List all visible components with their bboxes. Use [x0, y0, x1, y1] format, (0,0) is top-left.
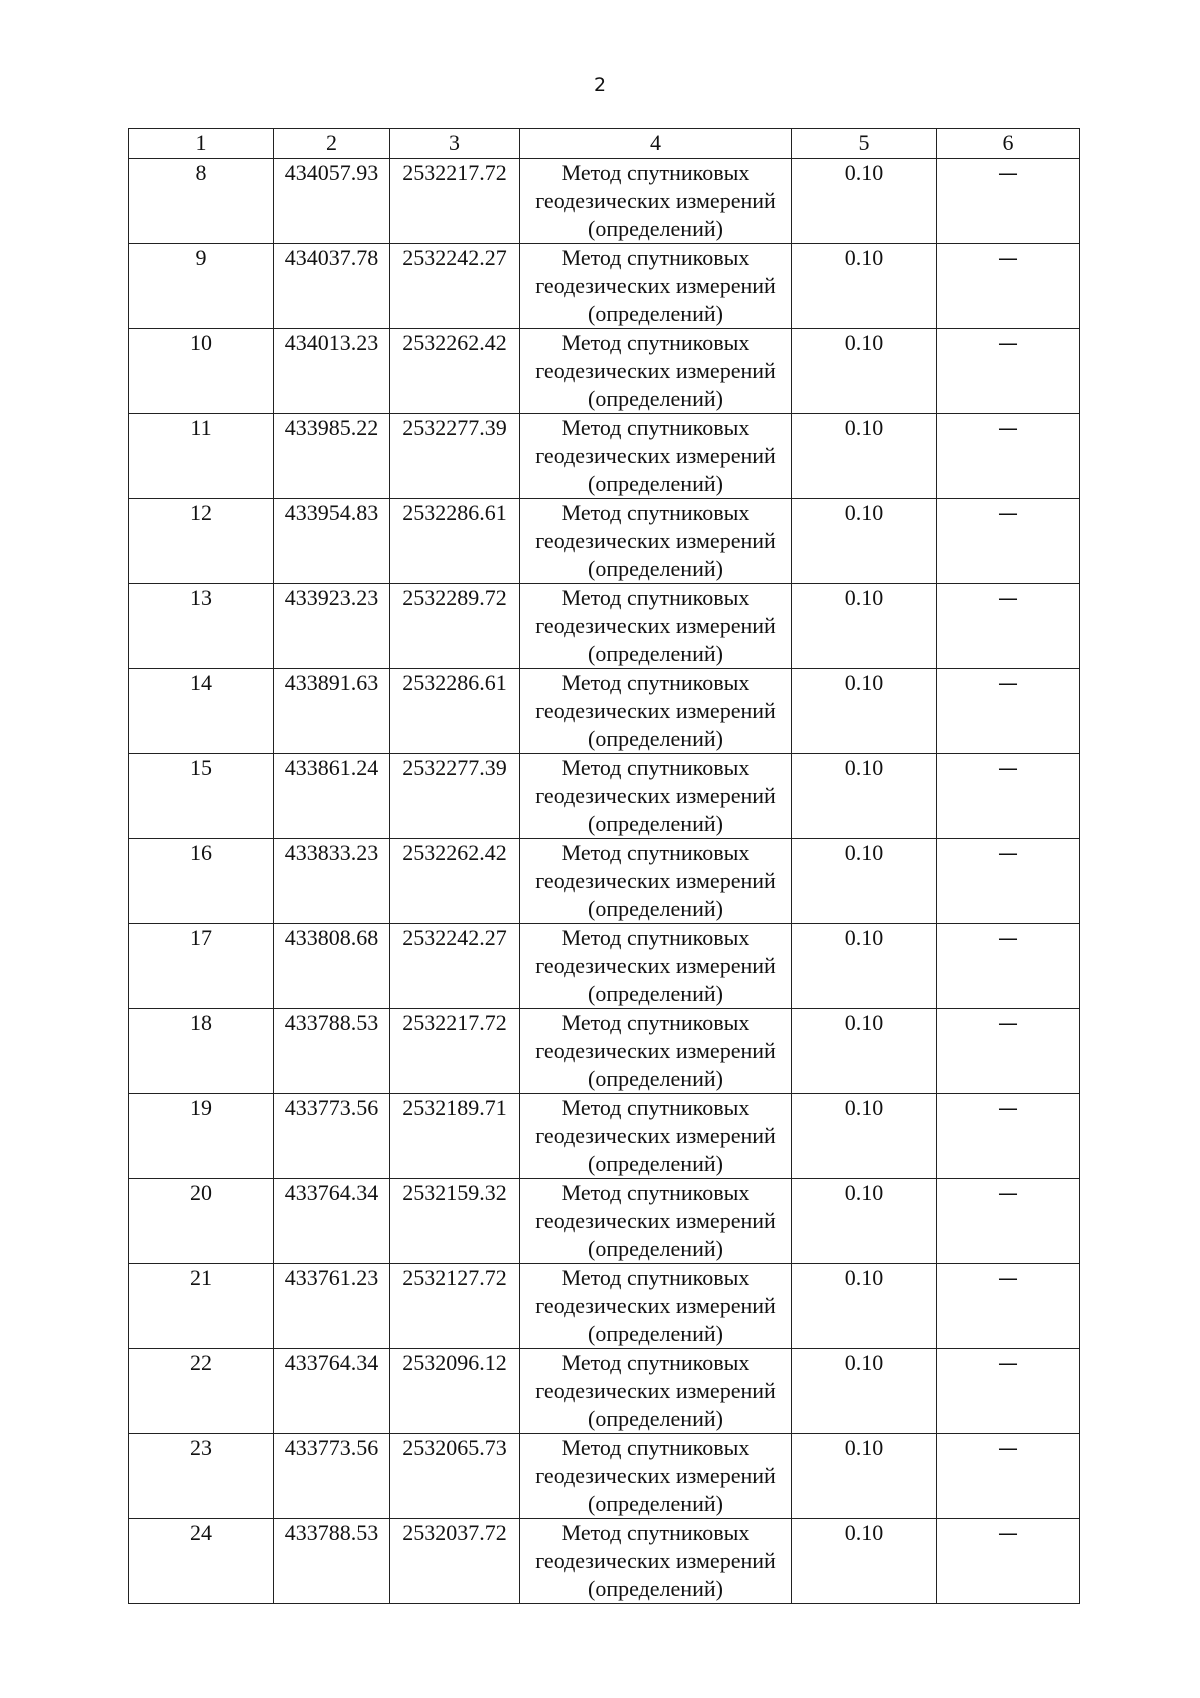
- x-coordinate-cell: 433923.23: [274, 584, 390, 669]
- method-line: (определений): [588, 386, 723, 411]
- method-cell: [520, 414, 792, 499]
- note-cell: —: [937, 839, 1080, 924]
- point-number-cell: 17: [129, 924, 274, 1009]
- point-number-cell: 21: [129, 1264, 274, 1349]
- accuracy-cell: 0.10: [792, 669, 937, 754]
- method-line: геодезических измерений: [535, 613, 776, 638]
- table-row: [129, 924, 1080, 1009]
- table-row: [129, 1179, 1080, 1264]
- accuracy-cell: 0.10: [792, 1519, 937, 1604]
- note-cell: —: [937, 1519, 1080, 1604]
- method-line: (определений): [588, 641, 723, 666]
- method-line: геодезических измерений: [535, 1463, 776, 1488]
- accuracy-cell: 0.10: [792, 244, 937, 329]
- accuracy-cell: 0.10: [792, 754, 937, 839]
- method-cell: [520, 1349, 792, 1434]
- y-coordinate-cell: 2532189.71: [390, 1094, 520, 1179]
- method-cell: [520, 839, 792, 924]
- method-cell: [520, 499, 792, 584]
- method-line: Метод спутниковых: [561, 1520, 750, 1545]
- column-header: 2: [274, 129, 390, 159]
- y-coordinate-cell: 2532286.61: [390, 499, 520, 584]
- method-cell: [520, 1179, 792, 1264]
- note-cell: —: [937, 1009, 1080, 1094]
- method-line: Метод спутниковых: [561, 1265, 750, 1290]
- method-line: (определений): [588, 1491, 723, 1516]
- method-line: геодезических измерений: [535, 1293, 776, 1318]
- note-cell: —: [937, 1349, 1080, 1434]
- method-line: Метод спутниковых: [561, 670, 750, 695]
- method-line: Метод спутниковых: [561, 840, 750, 865]
- x-coordinate-cell: 433861.24: [274, 754, 390, 839]
- page-number: 2: [593, 74, 607, 96]
- point-number-cell: 16: [129, 839, 274, 924]
- table-row: [129, 329, 1080, 414]
- method-line: Метод спутниковых: [561, 1010, 750, 1035]
- x-coordinate-cell: 433773.56: [274, 1094, 390, 1179]
- method-line: геодезических измерений: [535, 698, 776, 723]
- note-cell: —: [937, 669, 1080, 754]
- x-coordinate-cell: 433985.22: [274, 414, 390, 499]
- method-cell: [520, 1519, 792, 1604]
- method-line: геодезических измерений: [535, 1123, 776, 1148]
- y-coordinate-cell: 2532242.27: [390, 924, 520, 1009]
- method-line: (определений): [588, 1066, 723, 1091]
- table-row: [129, 1349, 1080, 1434]
- method-line: геодезических измерений: [535, 528, 776, 553]
- y-coordinate-cell: 2532065.73: [390, 1434, 520, 1519]
- method-cell: [520, 159, 792, 244]
- accuracy-cell: 0.10: [792, 1094, 937, 1179]
- note-cell: —: [937, 924, 1080, 1009]
- y-coordinate-cell: 2532286.61: [390, 669, 520, 754]
- point-number-cell: 10: [129, 329, 274, 414]
- method-line: геодезических измерений: [535, 1548, 776, 1573]
- x-coordinate-cell: 433788.53: [274, 1009, 390, 1094]
- method-cell: [520, 329, 792, 414]
- method-line: геодезических измерений: [535, 1038, 776, 1063]
- method-cell: [520, 669, 792, 754]
- point-number-cell: 12: [129, 499, 274, 584]
- y-coordinate-cell: 2532127.72: [390, 1264, 520, 1349]
- method-line: геодезических измерений: [535, 1208, 776, 1233]
- point-number-cell: 11: [129, 414, 274, 499]
- column-header: 4: [520, 129, 792, 159]
- note-cell: —: [937, 329, 1080, 414]
- method-line: (определений): [588, 981, 723, 1006]
- column-header: 3: [390, 129, 520, 159]
- method-line: (определений): [588, 301, 723, 326]
- note-cell: —: [937, 1094, 1080, 1179]
- method-cell: [520, 1264, 792, 1349]
- table-row: [129, 244, 1080, 329]
- method-line: Метод спутниковых: [561, 500, 750, 525]
- note-cell: —: [937, 1179, 1080, 1264]
- y-coordinate-cell: 2532277.39: [390, 754, 520, 839]
- note-cell: —: [937, 1264, 1080, 1349]
- method-line: (определений): [588, 216, 723, 241]
- note-cell: —: [937, 244, 1080, 329]
- y-coordinate-cell: 2532096.12: [390, 1349, 520, 1434]
- method-line: Метод спутниковых: [561, 1095, 750, 1120]
- note-cell: —: [937, 584, 1080, 669]
- x-coordinate-cell: 433764.34: [274, 1349, 390, 1434]
- point-number-cell: 15: [129, 754, 274, 839]
- point-number-cell: 13: [129, 584, 274, 669]
- x-coordinate-cell: 433764.34: [274, 1179, 390, 1264]
- note-cell: —: [937, 499, 1080, 584]
- accuracy-cell: 0.10: [792, 499, 937, 584]
- method-cell: [520, 1009, 792, 1094]
- method-line: геодезических измерений: [535, 783, 776, 808]
- table-body: [129, 159, 1080, 1604]
- method-line: (определений): [588, 1576, 723, 1601]
- method-line: геодезических измерений: [535, 188, 776, 213]
- point-number-cell: 22: [129, 1349, 274, 1434]
- accuracy-cell: 0.10: [792, 1434, 937, 1519]
- method-line: Метод спутниковых: [561, 1180, 750, 1205]
- method-line: Метод спутниковых: [561, 160, 750, 185]
- table-row: [129, 584, 1080, 669]
- method-line: Метод спутниковых: [561, 1435, 750, 1460]
- point-number-cell: 9: [129, 244, 274, 329]
- table-row: [129, 1094, 1080, 1179]
- accuracy-cell: 0.10: [792, 159, 937, 244]
- y-coordinate-cell: 2532262.42: [390, 329, 520, 414]
- method-cell: [520, 1094, 792, 1179]
- accuracy-cell: 0.10: [792, 584, 937, 669]
- accuracy-cell: 0.10: [792, 924, 937, 1009]
- table-row: [129, 1434, 1080, 1519]
- table-header-row: [129, 129, 1080, 159]
- method-line: Метод спутниковых: [561, 1350, 750, 1375]
- x-coordinate-cell: 433833.23: [274, 839, 390, 924]
- table-row: [129, 839, 1080, 924]
- note-cell: —: [937, 159, 1080, 244]
- method-line: (определений): [588, 896, 723, 921]
- table-row: [129, 669, 1080, 754]
- accuracy-cell: 0.10: [792, 1009, 937, 1094]
- table-row: [129, 1009, 1080, 1094]
- method-line: Метод спутниковых: [561, 330, 750, 355]
- point-number-cell: 19: [129, 1094, 274, 1179]
- y-coordinate-cell: 2532277.39: [390, 414, 520, 499]
- accuracy-cell: 0.10: [792, 414, 937, 499]
- method-line: геодезических измерений: [535, 953, 776, 978]
- accuracy-cell: 0.10: [792, 329, 937, 414]
- x-coordinate-cell: 433954.83: [274, 499, 390, 584]
- x-coordinate-cell: 434057.93: [274, 159, 390, 244]
- note-cell: —: [937, 414, 1080, 499]
- method-cell: [520, 754, 792, 839]
- method-line: геодезических измерений: [535, 273, 776, 298]
- method-line: (определений): [588, 1406, 723, 1431]
- method-line: Метод спутниковых: [561, 415, 750, 440]
- y-coordinate-cell: 2532217.72: [390, 1009, 520, 1094]
- column-header: 5: [792, 129, 937, 159]
- method-cell: [520, 584, 792, 669]
- method-line: (определений): [588, 1151, 723, 1176]
- table-row: [129, 159, 1080, 244]
- y-coordinate-cell: 2532242.27: [390, 244, 520, 329]
- table-row: [129, 1519, 1080, 1604]
- point-number-cell: 23: [129, 1434, 274, 1519]
- method-line: Метод спутниковых: [561, 755, 750, 780]
- method-cell: [520, 244, 792, 329]
- x-coordinate-cell: 433808.68: [274, 924, 390, 1009]
- accuracy-cell: 0.10: [792, 1264, 937, 1349]
- x-coordinate-cell: 434037.78: [274, 244, 390, 329]
- y-coordinate-cell: 2532037.72: [390, 1519, 520, 1604]
- point-number-cell: 8: [129, 159, 274, 244]
- method-line: Метод спутниковых: [561, 245, 750, 270]
- point-number-cell: 24: [129, 1519, 274, 1604]
- method-line: геодезических измерений: [535, 868, 776, 893]
- y-coordinate-cell: 2532262.42: [390, 839, 520, 924]
- point-number-cell: 14: [129, 669, 274, 754]
- method-line: геодезических измерений: [535, 443, 776, 468]
- point-number-cell: 18: [129, 1009, 274, 1094]
- x-coordinate-cell: 433788.53: [274, 1519, 390, 1604]
- method-line: (определений): [588, 471, 723, 496]
- method-line: (определений): [588, 556, 723, 581]
- note-cell: —: [937, 1434, 1080, 1519]
- method-line: (определений): [588, 1321, 723, 1346]
- x-coordinate-cell: 434013.23: [274, 329, 390, 414]
- y-coordinate-cell: 2532159.32: [390, 1179, 520, 1264]
- method-line: (определений): [588, 1236, 723, 1261]
- method-line: Метод спутниковых: [561, 925, 750, 950]
- column-header: 6: [937, 129, 1080, 159]
- x-coordinate-cell: 433891.63: [274, 669, 390, 754]
- method-line: Метод спутниковых: [561, 585, 750, 610]
- table-row: [129, 499, 1080, 584]
- method-line: (определений): [588, 726, 723, 751]
- coordinates-table: [128, 128, 1080, 1604]
- method-line: (определений): [588, 811, 723, 836]
- table-row: [129, 414, 1080, 499]
- table-row: [129, 1264, 1080, 1349]
- method-cell: [520, 1434, 792, 1519]
- point-number-cell: 20: [129, 1179, 274, 1264]
- x-coordinate-cell: 433773.56: [274, 1434, 390, 1519]
- table-row: [129, 754, 1080, 839]
- accuracy-cell: 0.10: [792, 839, 937, 924]
- method-line: геодезических измерений: [535, 358, 776, 383]
- note-cell: —: [937, 754, 1080, 839]
- x-coordinate-cell: 433761.23: [274, 1264, 390, 1349]
- y-coordinate-cell: 2532289.72: [390, 584, 520, 669]
- y-coordinate-cell: 2532217.72: [390, 159, 520, 244]
- accuracy-cell: 0.10: [792, 1179, 937, 1264]
- method-cell: [520, 924, 792, 1009]
- column-header: 1: [129, 129, 274, 159]
- method-line: геодезических измерений: [535, 1378, 776, 1403]
- accuracy-cell: 0.10: [792, 1349, 937, 1434]
